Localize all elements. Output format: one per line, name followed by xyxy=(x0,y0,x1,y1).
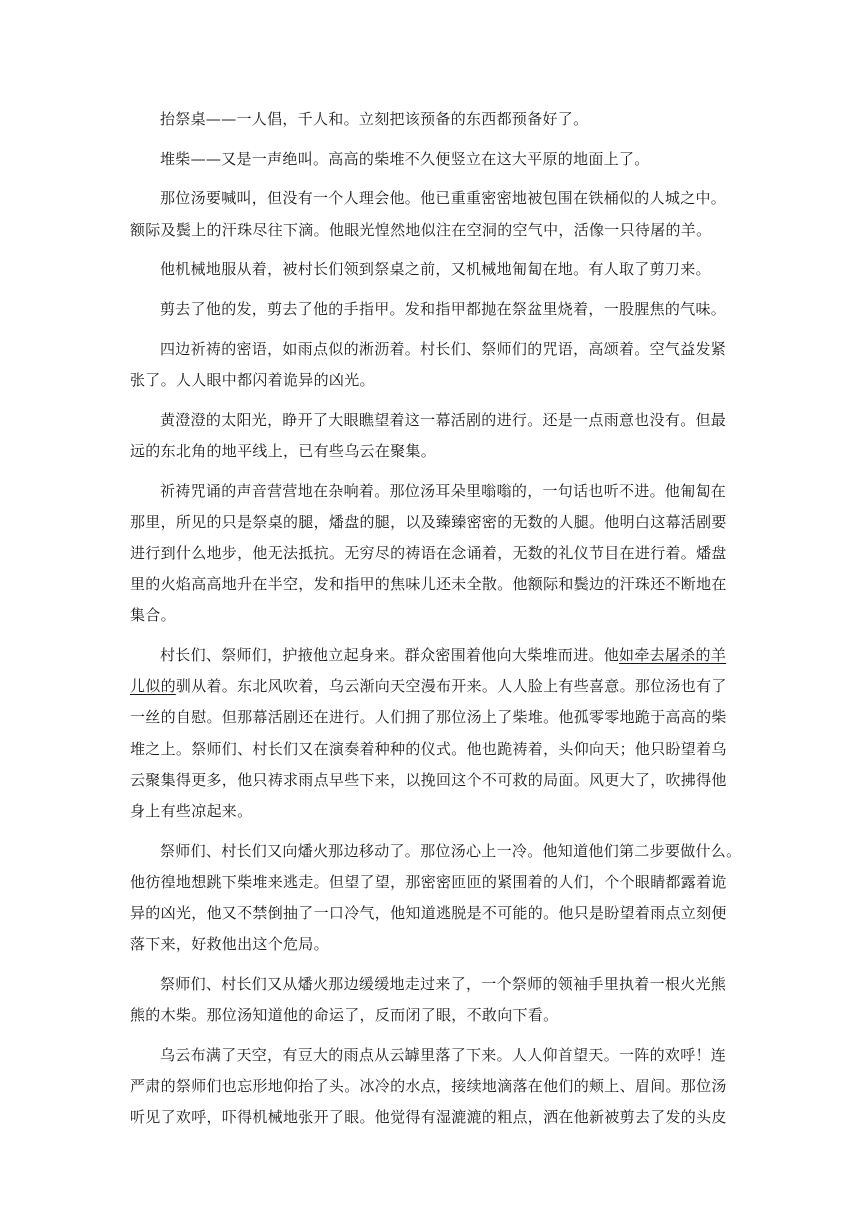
text-line: 堆之上。祭师们、村长们又在演奏着种种的仪式。他也跪祷着，头仰向天；他只盼望着乌 xyxy=(130,739,727,758)
text-line: 身上有些凉起来。 xyxy=(130,802,253,821)
text-line: 四边祈祷的密语，如雨点似的淅沥着。村长们、祭师们的咒语，高颂着。空气益发紧 xyxy=(160,339,727,358)
text-line: 进行到什么地步，他无法抵抗。无穷尽的祷语在念诵着，无数的礼仪节目在进行着。燔盘 xyxy=(130,543,727,562)
paragraph-2: 堆柴——又是一声绝叫。高高的柴堆不久便竖立在这大平原的地面上了。 xyxy=(160,149,650,168)
paragraph-6 xyxy=(130,334,730,396)
text-line: 异的凶光，他又不禁倒抽了一口冷气，他知道逃脱是不可能的。他只是盼望着雨点立刻便 xyxy=(130,904,727,923)
text-line: 乌云布满了天空，有豆大的雨点从云罅里落了下来。人人仰首望天。一阵的欢呼！连 xyxy=(160,1045,727,1064)
text-line: 严肃的祭师们也忘形地仰抬了头。冰冷的水点，接续地滴落在他们的颊上、眉间。那位汤 xyxy=(130,1077,727,1096)
text-line: 集合。 xyxy=(130,606,176,625)
paragraph-4: 他机械地服从着，被村长们领到祭桌之前，又机械地匍匐在地。有人取了剪刀来。 xyxy=(160,260,711,279)
text-line: 祭师们、村长们又向燔火那边移动了。那位汤心上一冷。他知道他们第二步要做什么。 xyxy=(160,841,742,860)
text-line: 落下来，好救他出这个危局。 xyxy=(130,935,329,954)
text-line: 张了。人人眼中都闪着诡异的凶光。 xyxy=(130,370,375,389)
text-segment: 村长们、祭师们，护掖他立起身来。群众密围着他向大柴堆而进。他 xyxy=(160,646,620,665)
paragraph-11 xyxy=(130,969,730,1031)
document-page xyxy=(130,104,742,1142)
text-line: 听见了欢呼，吓得机械地张开了眼。他觉得有湿漉漉的粗点，洒在他新被剪去了发的头皮 xyxy=(130,1108,727,1127)
text-line: 那里，所见的只是祭桌的腿，燔盘的腿，以及臻臻密密的无数的人腿。他明白这幕活剧要 xyxy=(130,512,727,531)
text-line: 额际及鬓上的汗珠尽往下滴。他眼光惶然地似注在空洞的空气中，活像一只待屠的羊。 xyxy=(130,220,712,239)
paragraph-8 xyxy=(130,476,730,632)
text-line: 那位汤要喊叫，但没有一个人理会他。他已重重密密地被包围在铁桶似的人城之中。 xyxy=(160,189,727,208)
underlined-phrase: 儿似的 xyxy=(130,677,176,696)
text-line: 熊的木柴。那位汤知道他的命运了，反而闭了眼，不敢向下看。 xyxy=(130,1006,559,1025)
text-line: 祭师们、村长们又从燔火那边缓缓地走过来了，一个祭师的领袖手里执着一根火光熊 xyxy=(160,975,727,994)
text-line: 祈祷咒诵的声音营营地在杂响着。那位汤耳朵里嗡嗡的，一句话也听不进。他匍匐在 xyxy=(160,481,727,500)
paragraph-5: 剪去了他的发，剪去了他的手指甲。发和指甲都抛在祭盆里烧着，一股腥焦的气味。 xyxy=(160,300,727,319)
text-line: 一丝的自慰。但那幕活剧还在进行。人们拥了那位汤上了柴堆。他孤零零地跪于高高的柴 xyxy=(130,708,727,727)
text-line: 云聚集得更多，他只祷求雨点早些下来，以挽回这个不可救的局面。风更大了，吹拂得他 xyxy=(130,770,727,789)
text-line: 里的火焰高高地升在半空，发和指甲的焦味儿还未全散。他额际和鬓边的汗珠还不断地在 xyxy=(130,575,727,594)
text-segment: 驯从着。东北风吹着，乌云渐向天空漫布开来。人人脸上有些喜意。那位汤也有了 xyxy=(175,677,727,696)
text-line: 黄澄澄的太阳光，睁开了大眼瞧望着这一幕活剧的进行。还是一点雨意也没有。但最 xyxy=(160,410,727,429)
paragraph-3 xyxy=(130,183,730,245)
paragraph-7 xyxy=(130,405,730,467)
text-line xyxy=(130,671,730,702)
underlined-phrase: 如牵去屠杀的羊 xyxy=(619,646,727,665)
paragraph-9 xyxy=(130,640,730,827)
paragraph-1: 抬祭桌——一人倡，千人和。立刻把该预备的东西都预备好了。 xyxy=(160,110,589,128)
paragraph-12 xyxy=(130,1040,730,1134)
text-line: 远的东北角的地平线上，已有些乌云在聚集。 xyxy=(130,441,437,460)
text-line xyxy=(130,640,730,671)
text-line: 他彷徨地想跳下柴堆来逃走。但望了望，那密密匝匝的紧围着的人们，个个眼睛都露着诡 xyxy=(130,872,727,891)
paragraph-10 xyxy=(130,836,742,961)
